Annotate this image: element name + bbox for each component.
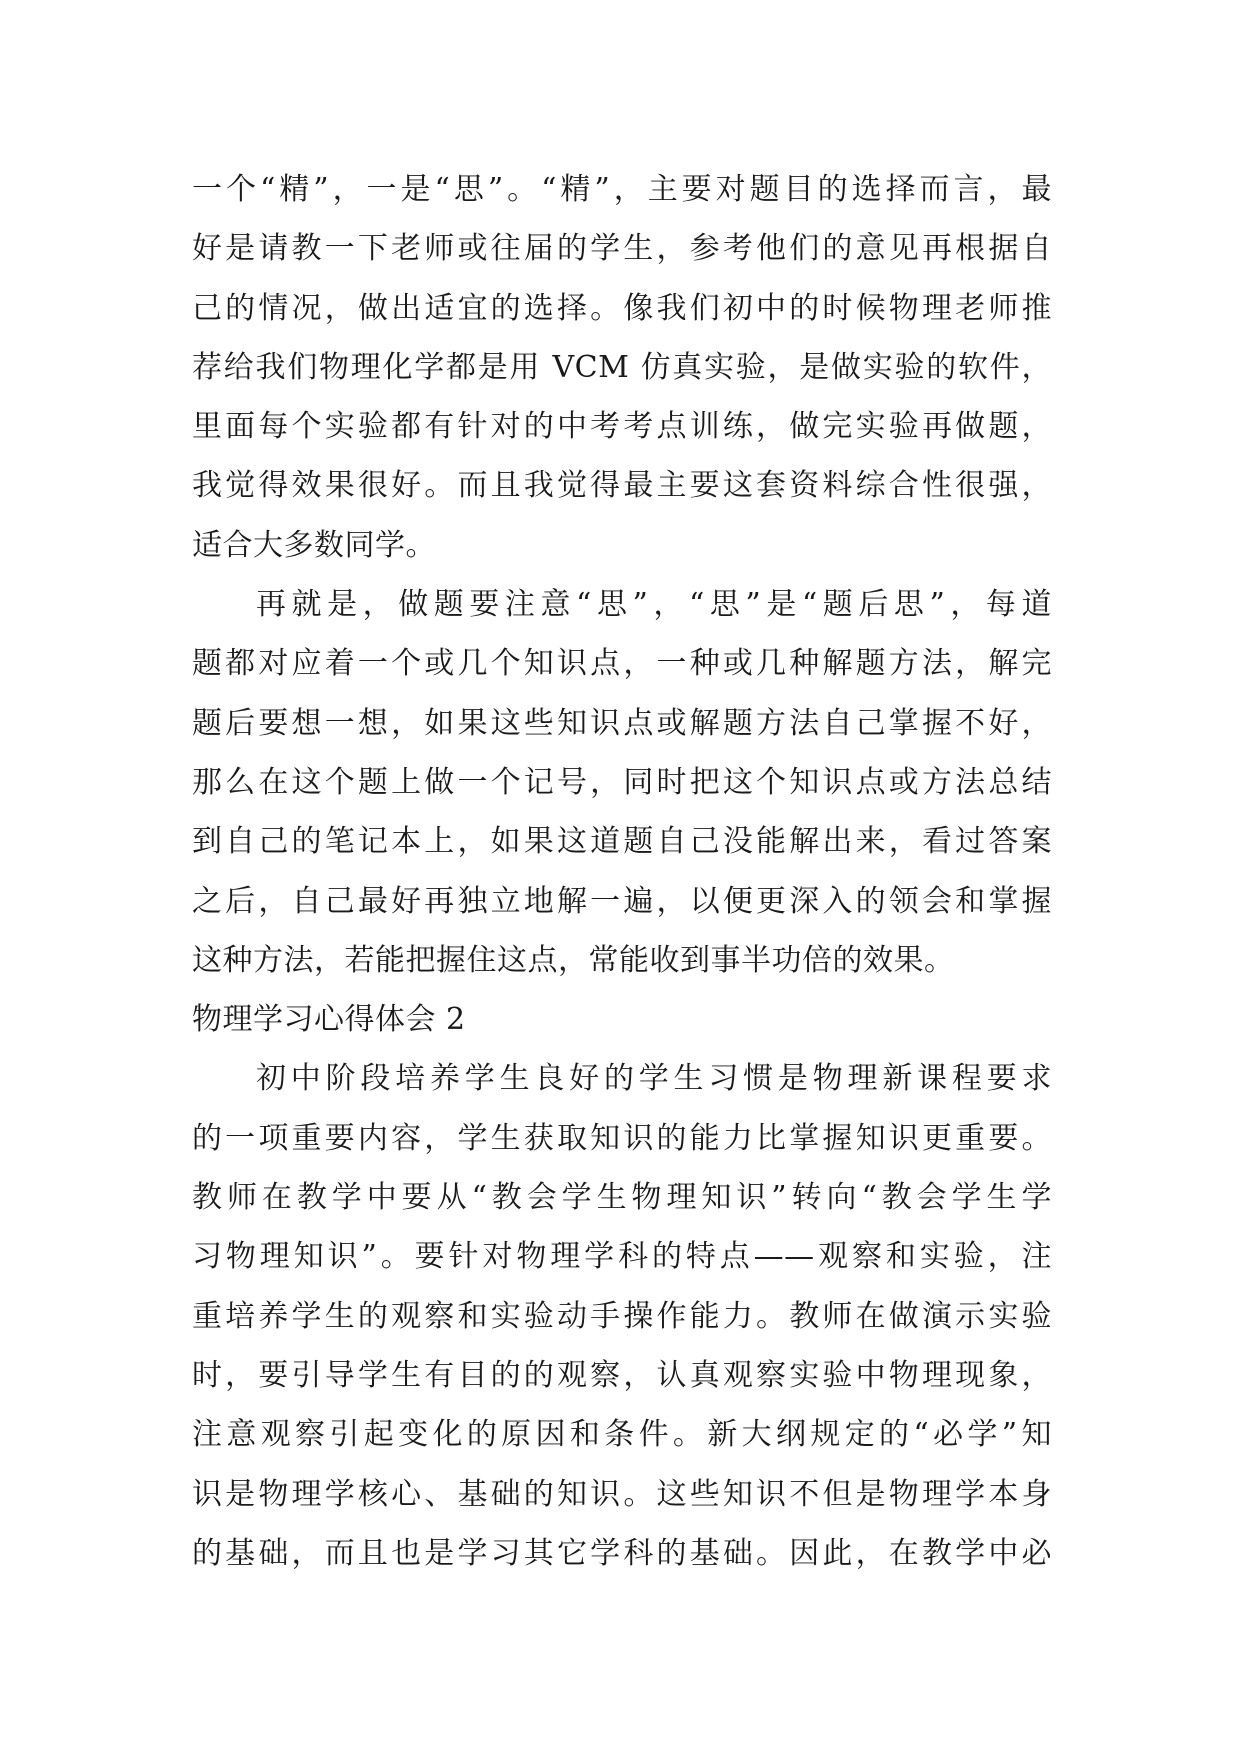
paragraph-line: 之后，自己最好再独立地解一遍，以便更深入的领会和掌握 [192, 883, 1052, 919]
paragraph-line: 荐给我们物理化学都是用 VCM 仿真实验，是做实验的软件， [192, 349, 1052, 385]
paragraph-line: 己的情况，做出适宜的选择。像我们初中的时候物理老师推 [192, 290, 1052, 326]
paragraph-line: 题都对应着一个或几个知识点，一种或几种解题方法，解完 [192, 646, 1052, 682]
paragraph-line: 的一项重要内容，学生获取知识的能力比掌握知识更重要。 [192, 1120, 1052, 1156]
paragraph-3 [192, 1049, 1052, 1583]
paragraph-line: 我觉得效果很好。而且我觉得最主要这套资料综合性很强， [192, 468, 1052, 504]
paragraph-line: 这种方法，若能把握住这点，常能收到事半功倍的效果。 [192, 942, 955, 978]
paragraph-line: 一个“精”，一是“思”。“精”，主要对题目的选择而言，最 [192, 172, 1052, 207]
paragraph-line: 再就是，做题要注意“思”，“思”是“题后思”，每道 [256, 587, 1052, 623]
paragraph-line: 那么在这个题上做一个记号，同时把这个知识点或方法总结 [192, 764, 1052, 800]
paragraph-1 [192, 160, 1052, 575]
paragraph-line: 的基础，而且也是学习其它学科的基础。因此，在教学中必 [192, 1535, 1052, 1571]
paragraph-line: 时，要引导学生有目的的观察，认真观察实验中物理现象， [192, 1357, 1052, 1393]
paragraph-line: 教师在教学中要从“教会学生物理知识”转向“教会学生学 [192, 1180, 1052, 1216]
section-heading: 物理学习心得体会 2 [192, 1002, 466, 1038]
paragraph-line: 重培养学生的观察和实验动手操作能力。教师在做演示实验 [192, 1298, 1052, 1334]
paragraph-line: 里面每个实验都有针对的中考考点训练，做完实验再做题， [192, 409, 1052, 445]
paragraph-line: 适合大多数同学。 [192, 527, 436, 563]
paragraph-line: 题后要想一想，如果这些知识点或解题方法自己掌握不好， [192, 705, 1052, 741]
paragraph-line: 初中阶段培养学生良好的学生习惯是物理新课程要求 [256, 1061, 1052, 1097]
document-body [192, 160, 1052, 1583]
paragraph-line: 好是请教一下老师或往届的学生，参考他们的意见再根据自 [192, 231, 1052, 267]
paragraph-line: 到自己的笔记本上，如果这道题自己没能解出来，看过答案 [192, 824, 1052, 860]
paragraph-2 [192, 575, 1052, 990]
paragraph-line: 习物理知识”。要针对物理学科的特点——观察和实验，注 [192, 1239, 1052, 1275]
paragraph-line: 注意观察引起变化的原因和条件。新大纲规定的“必学”知 [192, 1417, 1052, 1453]
paragraph-line: 识是物理学核心、基础的知识。这些知识不但是物理学本身 [192, 1476, 1052, 1512]
